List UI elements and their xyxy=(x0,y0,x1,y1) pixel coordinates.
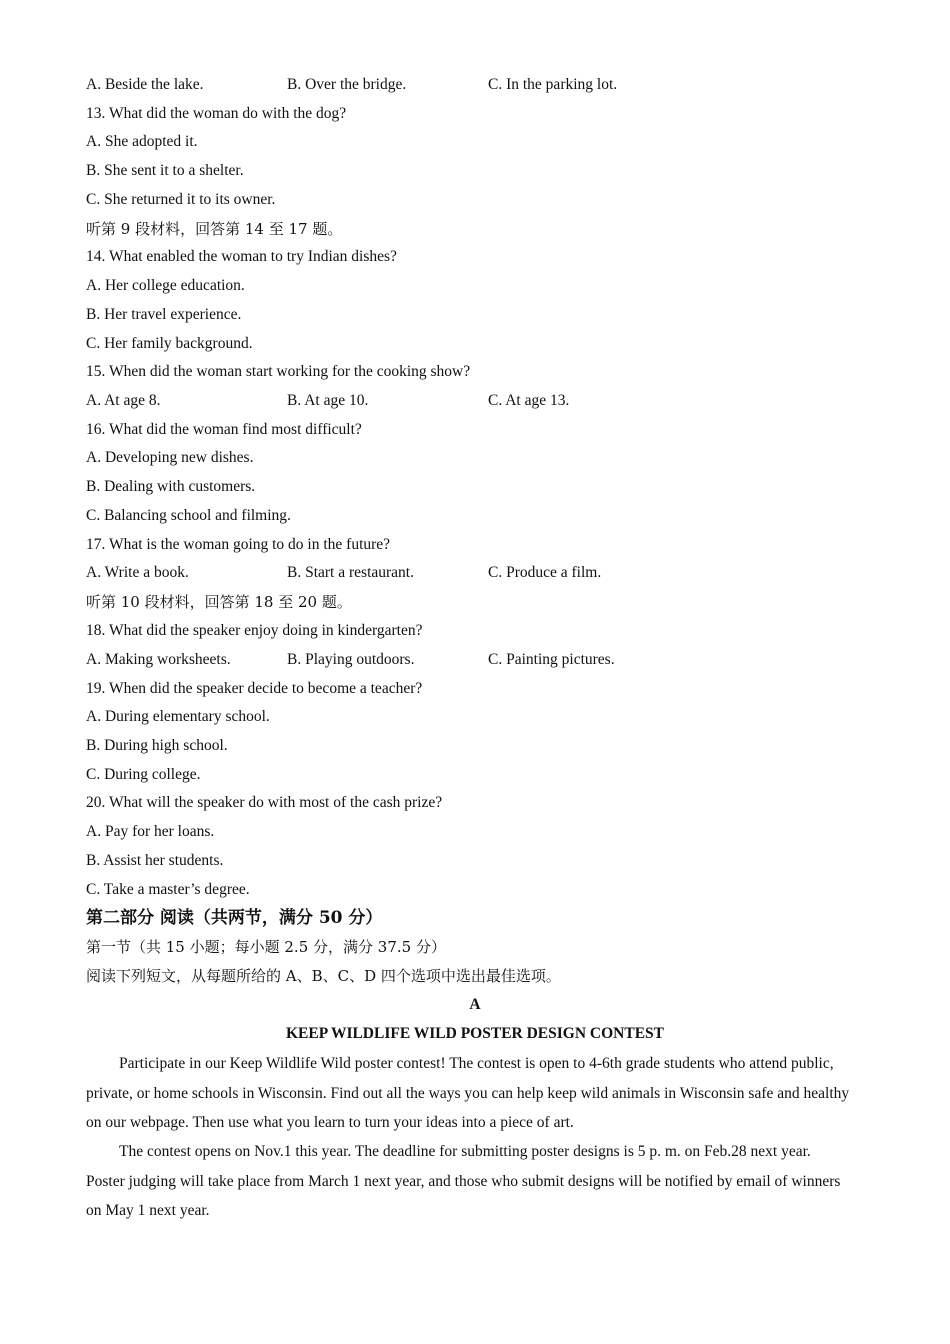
part-2-section-1: 第一节（共 15 小题；每小题 2.5 分，满分 37.5 分） xyxy=(86,938,446,956)
q17-option-b: B. Start a restaurant. xyxy=(287,564,414,581)
q18-option-a: A. Making worksheets. xyxy=(86,651,231,668)
q12-option-c: C. In the parking lot. xyxy=(488,76,618,93)
q19-option-c: C. During college. xyxy=(86,766,201,783)
q16-option-b: B. Dealing with customers. xyxy=(86,478,256,495)
q14-question: 14. What enabled the woman to try Indian dishes? xyxy=(86,248,397,265)
passage-paragraph-1: Participate in our Keep Wildlife Wild poster contest! The contest is open to 4-6th grade students who attend public, private, or home schools in Wisconsin. Find out all the ways you can help keep wild animals in Wisconsin safe and healthy on our webpage. Then use what you learn to turn your ideas into a piece of art. xyxy=(86,1055,850,1131)
q17-question: 17. What is the woman going to do in the future? xyxy=(86,536,391,553)
q20-question: 20. What will the speaker do with most of the cash prize? xyxy=(86,794,443,811)
q12-option-a: A. Beside the lake. xyxy=(86,76,204,93)
q15-question: 15. When did the woman start working for the cooking show? xyxy=(86,363,471,380)
part-2-title: 第二部分 阅读（共两节，满分 50 分） xyxy=(86,908,383,928)
q16-option-c: C. Balancing school and filming. xyxy=(86,507,291,524)
q15-option-c: C. At age 13. xyxy=(488,392,570,409)
section-10-instruction: 听第 10 段材料，回答第 18 至 20 题。 xyxy=(86,593,352,611)
passage-paragraph-2: The contest opens on Nov.1 this year. The deadline for submitting poster designs is 5 p. m. on Feb.28 next year. Poster judging will take place from March 1 next year, and those who submit designs will be notified by email of winners on May 1 next year. xyxy=(86,1143,841,1219)
q17-option-a: A. Write a book. xyxy=(86,564,189,581)
q13-question: 13. What did the woman do with the dog? xyxy=(86,105,347,122)
passage-title: KEEP WILDLIFE WILD POSTER DESIGN CONTEST xyxy=(286,1025,664,1042)
q13-option-a: A. She adopted it. xyxy=(86,133,198,150)
q14-option-a: A. Her college education. xyxy=(86,277,245,294)
section-9-instruction: 听第 9 段材料，回答第 14 至 17 题。 xyxy=(86,220,343,238)
q14-option-b: B. Her travel experience. xyxy=(86,306,242,323)
q19-question: 19. When did the speaker decide to become a teacher? xyxy=(86,680,423,697)
q15-option-b: B. At age 10. xyxy=(287,392,369,409)
q18-question: 18. What did the speaker enjoy doing in kindergarten? xyxy=(86,622,423,639)
q20-option-a: A. Pay for her loans. xyxy=(86,823,215,840)
passage-label: A xyxy=(469,996,481,1013)
q13-option-c: C. She returned it to its owner. xyxy=(86,191,276,208)
q18-option-c: C. Painting pictures. xyxy=(488,651,615,668)
q14-option-c: C. Her family background. xyxy=(86,335,253,352)
q17-option-c: C. Produce a film. xyxy=(488,564,602,581)
q13-option-b: B. She sent it to a shelter. xyxy=(86,162,244,179)
q19-option-b: B. During high school. xyxy=(86,737,228,754)
q16-option-a: A. Developing new dishes. xyxy=(86,449,254,466)
q16-question: 16. What did the woman find most difficult? xyxy=(86,421,362,438)
q15-option-a: A. At age 8. xyxy=(86,392,161,409)
q20-option-c: C. Take a master’s degree. xyxy=(86,881,250,898)
q20-option-b: B. Assist her students. xyxy=(86,852,224,869)
q18-option-b: B. Playing outdoors. xyxy=(287,651,415,668)
q19-option-a: A. During elementary school. xyxy=(86,708,270,725)
part-2-instruction: 阅读下列短文，从每题所给的 A、B、C、D 四个选项中选出最佳选项。 xyxy=(86,967,561,985)
q12-option-b: B. Over the bridge. xyxy=(287,76,407,93)
